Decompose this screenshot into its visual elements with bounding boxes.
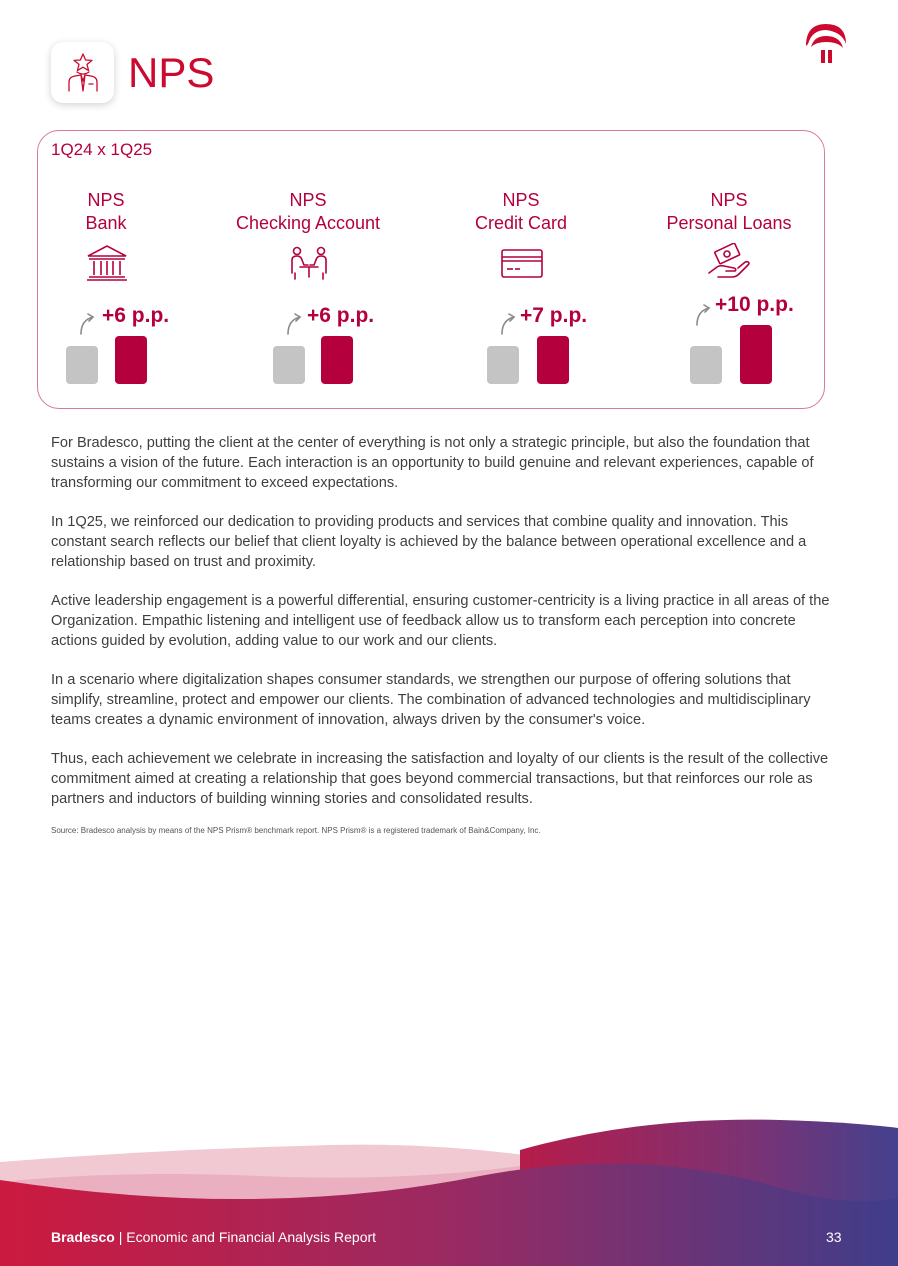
metric-credit-card-title: [421, 189, 621, 235]
credit-card-icon: [499, 243, 545, 283]
page-number: 33: [826, 1229, 842, 1245]
metric-label-line2: Credit Card: [474, 213, 568, 233]
metric-bank-title: [6, 189, 206, 235]
trend-arrow-icon: [694, 303, 714, 327]
paragraph: Thus, each achievement we celebrate in increasing the satisfaction and loyalty of our clients is the result of the collective commitment aimed at creating a relationship that goes beyond commercial transactions, but that reinforces our role as partners and inductors of building winning stories and consolidated results.: [51, 751, 829, 807]
bar-1q25: [740, 325, 772, 384]
delta-value: +7 p.p.: [520, 304, 588, 327]
bar-1q24: [273, 346, 305, 384]
page-title: NPS: [128, 49, 215, 96]
bar-1q25: [537, 336, 569, 384]
metric-label-line2: Bank: [85, 213, 127, 233]
bar-1q24: [690, 346, 722, 384]
footer-report-name: Economic and Financial Analysis Report: [126, 1229, 377, 1245]
metric-checking-account-title: [208, 189, 408, 235]
star-person-icon: [61, 51, 105, 95]
metric-label-line1: NPS: [87, 190, 125, 210]
trend-arrow-icon: [499, 312, 519, 336]
period-label: 1Q24 x 1Q25: [51, 140, 153, 159]
bar-1q25: [115, 336, 147, 384]
bar-1q25: [321, 336, 353, 384]
source-note: Source: Bradesco analysis by means of the NPS Prism® benchmark report. NPS Prism® is a registered trademark of Bain&Company, Inc.: [51, 826, 541, 835]
bank-icon: [84, 243, 130, 283]
footer-report-title: [51, 1229, 376, 1245]
paragraph: In a scenario where digitalization shapes consumer standards, we strengthen our purpose of offering solutions that simplify, streamline, protect and empower our clients. The combination of advanced technologies and multidisciplinary teams creates a dynamic environment of innovation, always driven by the consumer's voice.: [51, 672, 811, 728]
trend-arrow-icon: [285, 312, 305, 336]
metric-label-line1: NPS: [502, 190, 540, 210]
delta-value: +10 p.p.: [715, 293, 794, 316]
footer-separator: |: [114, 1229, 127, 1245]
bar-1q24: [66, 346, 98, 384]
money-hand-icon: [706, 243, 752, 283]
paragraph: In 1Q25, we reinforced our dedication to providing products and services that combine quality and innovation. This constant search reflects our belief that client loyalty is achieved by the balance between operational excellence and a relationship based on trust and proximity.: [51, 514, 807, 570]
metric-label-line1: NPS: [710, 190, 748, 210]
meeting-icon: [286, 243, 332, 283]
bradesco-logo: [800, 20, 852, 66]
body-text: [51, 433, 843, 828]
metric-label-line2: Personal Loans: [666, 213, 792, 233]
paragraph: Active leadership engagement is a powerful differential, ensuring customer-centricity is a living practice in all areas of the Organization. Empathic listening and intelligent use of feedback allow us to transform each perception into concrete actions guided by evolution, adding value to our work and our clients.: [51, 593, 830, 649]
bar-1q24: [487, 346, 519, 384]
trend-arrow-icon: [78, 312, 98, 336]
delta-value: +6 p.p.: [102, 304, 170, 327]
nps-comparison-panel: [37, 130, 825, 409]
footer-brand: Bradesco: [51, 1229, 115, 1245]
paragraph: For Bradesco, putting the client at the center of everything is not only a strategic principle, but also the foundation that sustains a vision of the future. Each interaction is an opportunity to build genuine and relevant experiences, capable of transforming our commitment to exceed expectations.: [51, 435, 814, 491]
metric-label-line1: NPS: [289, 190, 327, 210]
metric-personal-loans-title: [629, 189, 829, 235]
delta-value: +6 p.p.: [307, 304, 375, 327]
metric-label-line2: Checking Account: [235, 213, 381, 233]
section-icon-tile: [51, 42, 114, 103]
